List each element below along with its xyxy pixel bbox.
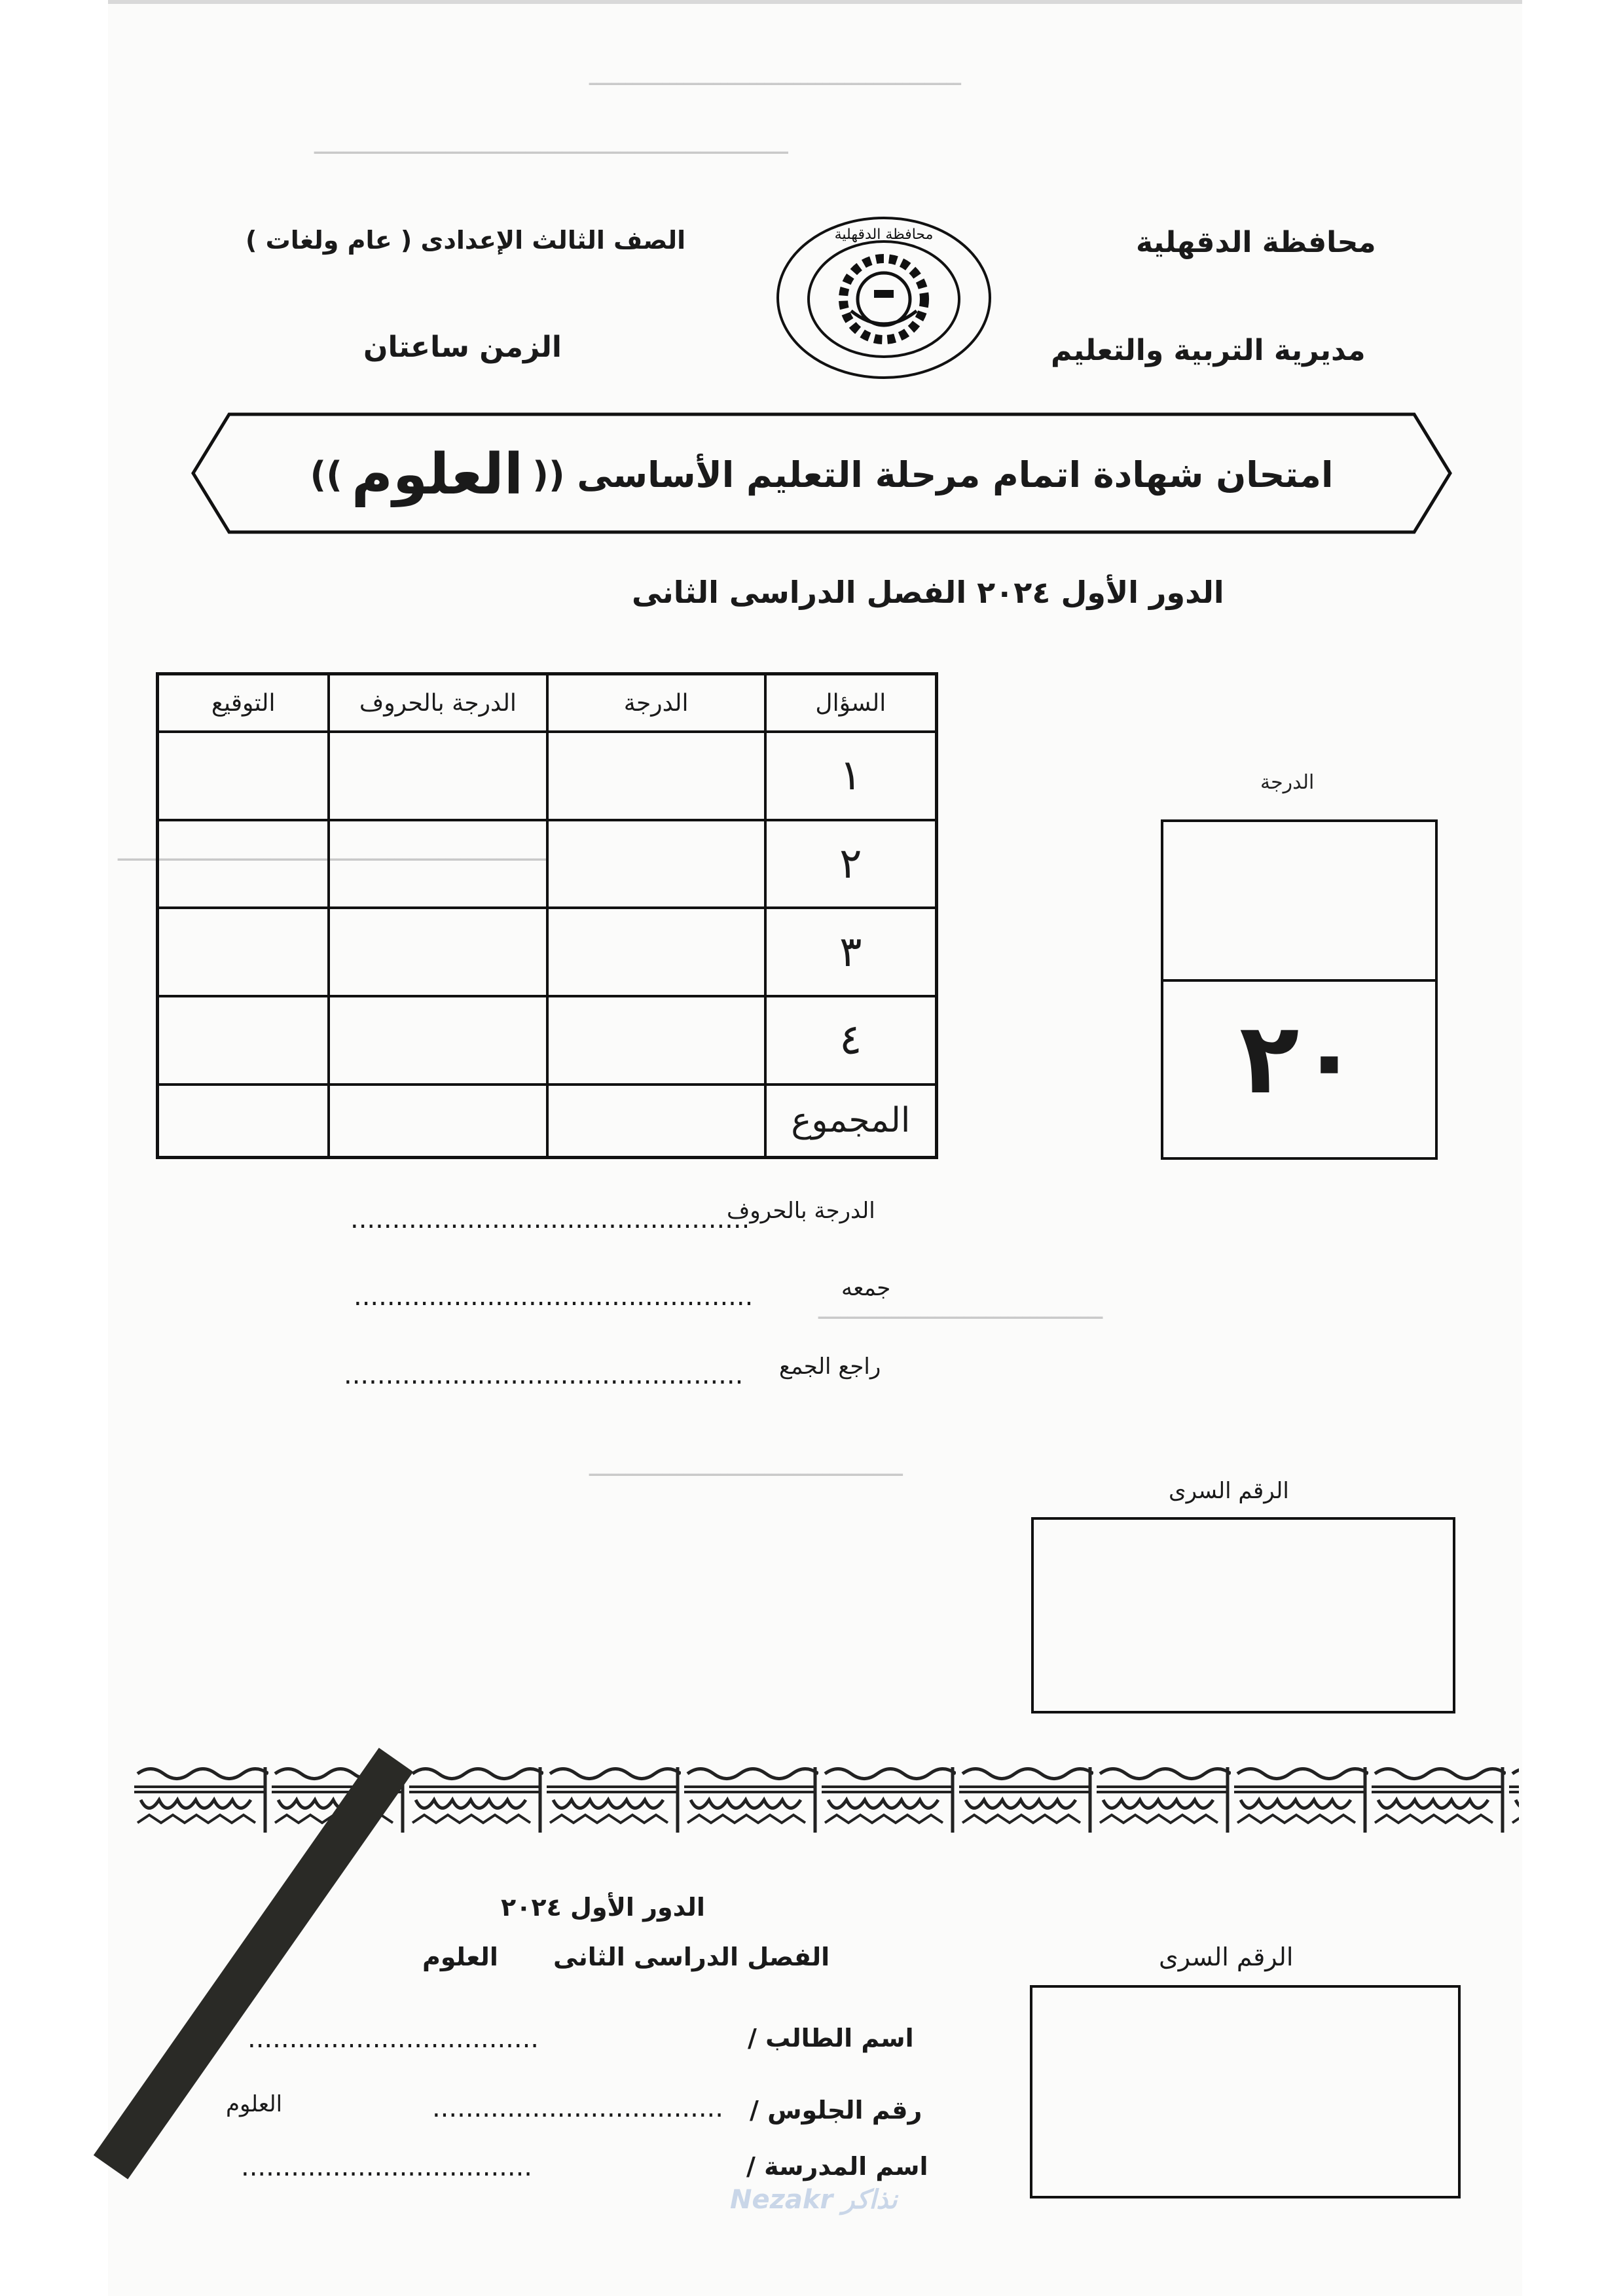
- signature-cell[interactable]: [158, 996, 329, 1085]
- governorate-seal: [773, 213, 995, 383]
- exam-title-prefix: امتحان شهادة اتمام مرحلة التعليم الأساسى ((: [532, 454, 1334, 495]
- nezakr-watermark: Nezakr نذاكر: [730, 2185, 898, 2215]
- grade-words-cell[interactable]: [329, 732, 547, 820]
- bleed-through-text: ‫ـــــــــــــــــــــــــــــــــــــــــــــــــــ‬: [589, 62, 961, 91]
- exam-subject: العلوم: [351, 442, 524, 507]
- bleed-through-text: ‫ـــــــــــــــــــــــــــــــــــــــــــ‬: [589, 1453, 903, 1482]
- school-name-label: اسم المدرسة /: [746, 2152, 928, 2181]
- total-label: المجموع: [765, 1085, 937, 1158]
- grade-words-cell[interactable]: [329, 908, 547, 996]
- bleed-through-text: ‫ـــــــــــــــــــــــــــــــــــــــــــــــــــــــــــــــــ‬: [314, 131, 788, 160]
- student-name-label: اسم الطالب /: [748, 2024, 914, 2053]
- bottom-term: الفصل الدراسى الثانى: [553, 1943, 830, 1971]
- total-grade-words-cell[interactable]: [329, 1085, 547, 1158]
- bottom-secret-number-box[interactable]: [1030, 1985, 1461, 2198]
- governorate-label: محافظة الدقهلية: [1136, 226, 1376, 259]
- grade-words-cell[interactable]: [329, 996, 547, 1085]
- grades-table: [156, 672, 938, 1159]
- degree-box: [1161, 819, 1438, 1160]
- checked-by-label: راجع الجمع: [779, 1354, 881, 1380]
- seat-number-subject: العلوم: [226, 2091, 283, 2117]
- exam-title: [216, 432, 1427, 517]
- checked-by-dots[interactable]: ................................................: [344, 1360, 744, 1390]
- total-grade-cell[interactable]: [547, 1085, 765, 1158]
- collected-by-label: جمعه: [841, 1275, 891, 1301]
- secret-number-box[interactable]: [1031, 1517, 1455, 1713]
- grade-cell[interactable]: [547, 732, 765, 820]
- question-number: ٤: [765, 996, 937, 1085]
- signature-cell[interactable]: [158, 820, 329, 908]
- question-number: ٢: [765, 820, 937, 908]
- grade-cell[interactable]: [547, 820, 765, 908]
- collected-by-dots[interactable]: ................................................: [354, 1282, 754, 1312]
- grade-in-words-dots[interactable]: ................................................: [350, 1204, 750, 1234]
- grade-cell[interactable]: [547, 908, 765, 996]
- gear-icon: [843, 259, 924, 340]
- max-degree-value: ٢٠: [1239, 1002, 1360, 1116]
- total-signature-cell[interactable]: [158, 1085, 329, 1158]
- school-name-dots[interactable]: ...................................: [241, 2152, 533, 2182]
- session-line: الدور الأول ٢٠٢٤ الفصل الدراسى الثانى: [632, 575, 1224, 610]
- directorate-label: مديرية التربية والتعليم: [1051, 334, 1366, 367]
- grade-in-words-label: الدرجة بالحروف: [727, 1198, 875, 1224]
- degree-box-divider: [1163, 979, 1435, 982]
- student-name-dots[interactable]: ...................................: [247, 2024, 539, 2054]
- bleed-through-text: ‫ـــــــــــــــــــــــــــــــــــــــ‬: [818, 1296, 1103, 1325]
- col-header-question: السؤال: [765, 674, 937, 732]
- question-number: ١: [765, 732, 937, 820]
- seat-number-label: رقم الجلوس /: [750, 2096, 922, 2125]
- grade-words-cell[interactable]: [329, 820, 547, 908]
- col-header-grade: الدرجة: [547, 674, 765, 732]
- bottom-secret-number-label: الرقم السرى: [1159, 1943, 1294, 1971]
- svg-text:محافظة الدقهلية: محافظة الدقهلية: [834, 226, 934, 243]
- bottom-session: الدور الأول ٢٠٢٤: [501, 1893, 705, 1922]
- signature-cell[interactable]: [158, 908, 329, 996]
- col-header-grade-words: الدرجة بالحروف: [329, 674, 547, 732]
- exam-title-suffix: )): [310, 454, 342, 495]
- seat-number-dots[interactable]: ...................................: [431, 2093, 723, 2123]
- bleed-through-text: ‫ـــــــــــــــــــــــــــــــــــــــــــــــــــــــــــ‬: [118, 838, 548, 867]
- bottom-subject: العلوم: [422, 1943, 498, 1971]
- question-number: ٣: [765, 908, 937, 996]
- degree-label: الدرجة: [1260, 771, 1315, 794]
- grade-cell[interactable]: [547, 996, 765, 1085]
- col-header-signature: التوقيع: [158, 674, 329, 732]
- grade-label: الصف الثالث الإعدادى ( عام ولغات ): [246, 226, 686, 255]
- time-label: الزمن ساعتان: [363, 331, 562, 364]
- signature-cell[interactable]: [158, 732, 329, 820]
- secret-number-label: الرقم السرى: [1169, 1478, 1289, 1504]
